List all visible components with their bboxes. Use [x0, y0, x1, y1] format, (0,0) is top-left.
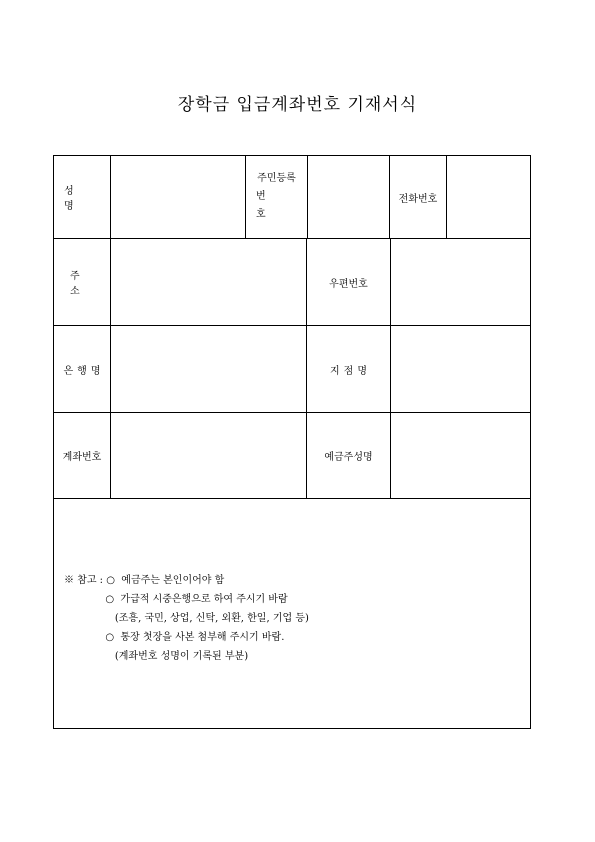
row-address [54, 239, 530, 326]
row-name [54, 156, 530, 239]
note-line: ○ 가급적 시중은행으로 하여 주시기 바람 [64, 594, 288, 605]
field-postal-code[interactable] [391, 239, 531, 325]
label-name [54, 156, 111, 238]
form-title: 장학금 입금계좌번호 기재서식 [177, 95, 418, 115]
note-line: (조흥, 국민, 상업, 신탁, 외환, 한일, 기업 등) [64, 613, 309, 624]
label-resident-no-line1: 주민등록 [257, 173, 296, 184]
field-name[interactable] [111, 156, 246, 238]
label-resident-no-line2: 번 호 [256, 191, 276, 220]
note-line: ○ 통장 첫장을 사본 첨부해 주시기 바람. [64, 632, 285, 643]
field-address[interactable] [111, 239, 307, 325]
notes [64, 571, 309, 666]
note-line: (계좌번호 성명이 기록된 부분) [64, 651, 249, 662]
label-branch [307, 326, 391, 412]
row-account [54, 413, 530, 499]
label-bank-text: 은행명 [63, 365, 105, 377]
label-resident-no [246, 156, 308, 238]
field-account-no[interactable] [111, 413, 307, 498]
field-depositor[interactable] [391, 413, 531, 498]
label-address [54, 239, 111, 325]
label-bank [54, 326, 111, 412]
row-bank [54, 326, 530, 413]
note-line: ※ 참고 : ○ 예금주는 본인이어야 함 [64, 575, 225, 586]
field-phone[interactable] [447, 156, 531, 238]
label-depositor: 예금주성명 [307, 413, 391, 498]
label-name-text: 성 명 [64, 186, 84, 212]
label-branch-text: 지점명 [330, 365, 371, 377]
field-branch[interactable] [391, 326, 531, 412]
label-address-text: 주 소 [70, 271, 96, 297]
label-postal-code: 우편번호 [307, 239, 391, 325]
label-phone: 전화번호 [390, 156, 447, 238]
field-resident-no[interactable] [308, 156, 390, 238]
account-form [53, 155, 531, 729]
field-bank[interactable] [111, 326, 307, 412]
label-account-no: 계좌번호 [54, 413, 111, 498]
